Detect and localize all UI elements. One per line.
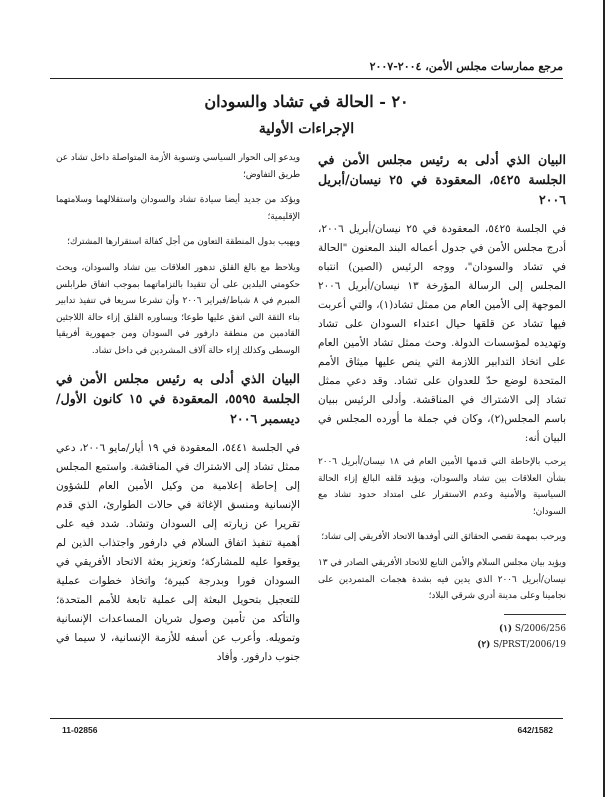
body-paragraph-1: في الجلسة ٥٤٢٥، المعقودة في ٢٥ نيسان/أبريل ٢٠٠٦، أدرج مجلس الأمن في جدول أعماله البند المعنون "الحالة في تشاد والسودان"، ووجه الرئيس (الصين) انتباه المجلس إلى الرسالة المؤرخة ١٣ نيسان/أبريل ٢٠٠٦ الموجهة إلى الأمين العام من ممثل تشاد(١)، والتي أعربت فيها تشاد عن قلقها حيال اعتداء السودان على تشاد وتهديده لمؤسسات الدولة. وحث ممثل تشاد الأمين العام على اتخاذ التدابير اللازمة التي ينص عليها ميثاق الأمم المتحدة لوضع حدّ للعدوان على تشاد. وقد دعي ممثل تشاد إلى الاشتراك في المناقشة. وأدلى الرئيس ببيان باسم المجلس(٢)، وكان في جملة ما أورده المجلس في البيان أنه: — [318, 223, 567, 444]
footnote-ref: S/2006/256 — [514, 623, 566, 634]
quote-paragraph: يرحب بالإحاطة التي قدمها الأمين العام في ١٨ نيسان/أبريل ٢٠٠٦ بشأن العلاقات بين تشاد والسودان، ويؤيد قلقه البالغ إزاء الحالة السياسية والأمنية وعدم الاستقرار على امتداد حدود تشاد مع السودان؛ — [318, 457, 566, 517]
footnote-2 — [318, 637, 566, 653]
footnote-number: (١) — [498, 623, 513, 634]
header-rule — [50, 78, 563, 79]
section-title: ٢٠ - الحالة في تشاد والسودان — [204, 92, 409, 111]
quote-paragraph: ويدعو إلى الحوار السياسي وتسوية الأزمة المتواصلة داخل تشاد عن طريق التفاوض؛ — [56, 153, 300, 180]
quote-paragraph: ويلاحظ مع بالغ القلق تدهور العلاقات بين تشاد والسودان، ويحث حكومتي البلدين على أن تتقيدا بالتزاماتهما بموجب اتفاق طرابلس المبرم في ٨ شباط/فبراير ٢٠٠٦ وأن تشرعا سريعا في تنفيذ تدابير بناء الثقة التي اتفق عليها طوعا؛ ويساوره القلق إزاء حالة اللاجئين القادمين من منطقة دارفور في السودان ومن جمهورية أفريقيا الوسطى وكذلك إزاء حالة آلاف المشردين في داخل تشاد. — [56, 262, 301, 356]
left-column — [56, 150, 300, 673]
footer-rule — [50, 718, 563, 719]
quote-paragraph: ويهيب بدول المنطقة التعاون من أجل كفالة استقرارها المشترك؛ — [67, 237, 300, 248]
section-subtitle: الإجراءات الأولية — [258, 121, 355, 137]
statement-heading-1: البيان الذي أدلى به رئيس مجلس الأمن في الجلسة ٥٤٢٥، المعقودة في ٢٥ نيسان/أبريل ٢٠٠٦ — [318, 152, 567, 207]
footnote-ref: S/PRST/2006/19 — [493, 639, 566, 650]
footnote-number: (٢) — [477, 639, 491, 650]
quote-paragraph: ويرحب بمهمة تقصي الحقائق التي أوفدها الاتحاد الأفريقي إلى تشاد؛ — [321, 532, 566, 543]
running-header: مرجع ممارسات مجلس الأمن، ٢٠٠٤-٢٠٠٧ — [369, 60, 563, 73]
footnote-separator — [504, 614, 566, 615]
page-edge — [603, 0, 605, 797]
footnote-1 — [318, 621, 566, 637]
page-number: 642/1582 — [517, 725, 553, 735]
statement-heading-2: البيان الذي أدلى به رئيس مجلس الأمن في الجلسة ٥٥٩٥، المعقودة في ١٥ كانون الأول/ديسمبر ٢٠٠٦ — [56, 370, 300, 426]
document-code: 11-02856 — [62, 725, 98, 735]
body-paragraph-2: في الجلسة ٥٤٤١، المعقودة في ١٩ أيار/مايو ٢٠٠٦، دعي ممثل تشاد إلى الاشتراك في المناقشة. واستمع المجلس إلى إحاطة إعلامية من وكيل الأمين العام للشؤون الإنسانية ومنسق الإغاثة في حالات الطوارئ، الذي قدم تقريرا عن زيارته إلى السودان وتشاد. شدد فيه على أهمية تنفيذ اتفاق السلام في دارفور واجتذاب الذين لم يوقعوا عليه للمشاركة؛ وتعزيز بعثة الاتحاد الأفريقي في السودان فورا وبدرجة كبيرة؛ واتخاذ خطوات عملية للتعجيل بتحويل البعثة إلى عملية تابعة للأمم المتحدة؛ والتأكد من تأمين وصول شريان المساعدات الإنسانية وتمويله. وأعرب عن أسفه للأزمة الإنسانية، لا سيما في جنوب دارفور. وأفاد — [56, 441, 300, 663]
quote-paragraph: ويؤكد من جديد أيضا سيادة تشاد والسودان واستقلالهما وسلامتهما الإقليمية؛ — [56, 195, 300, 222]
right-column — [318, 150, 566, 653]
quote-paragraph: ويؤيد بيان مجلس السلام والأمن التابع للاتحاد الأفريقي الصادر في ١٣ نيسان/أبريل ٢٠٠٦ الذي يدين فيه بشدة هجمات المتمردين على نجامينا وعلى مدينة أدري شرقي البلاد؛ — [318, 557, 566, 602]
